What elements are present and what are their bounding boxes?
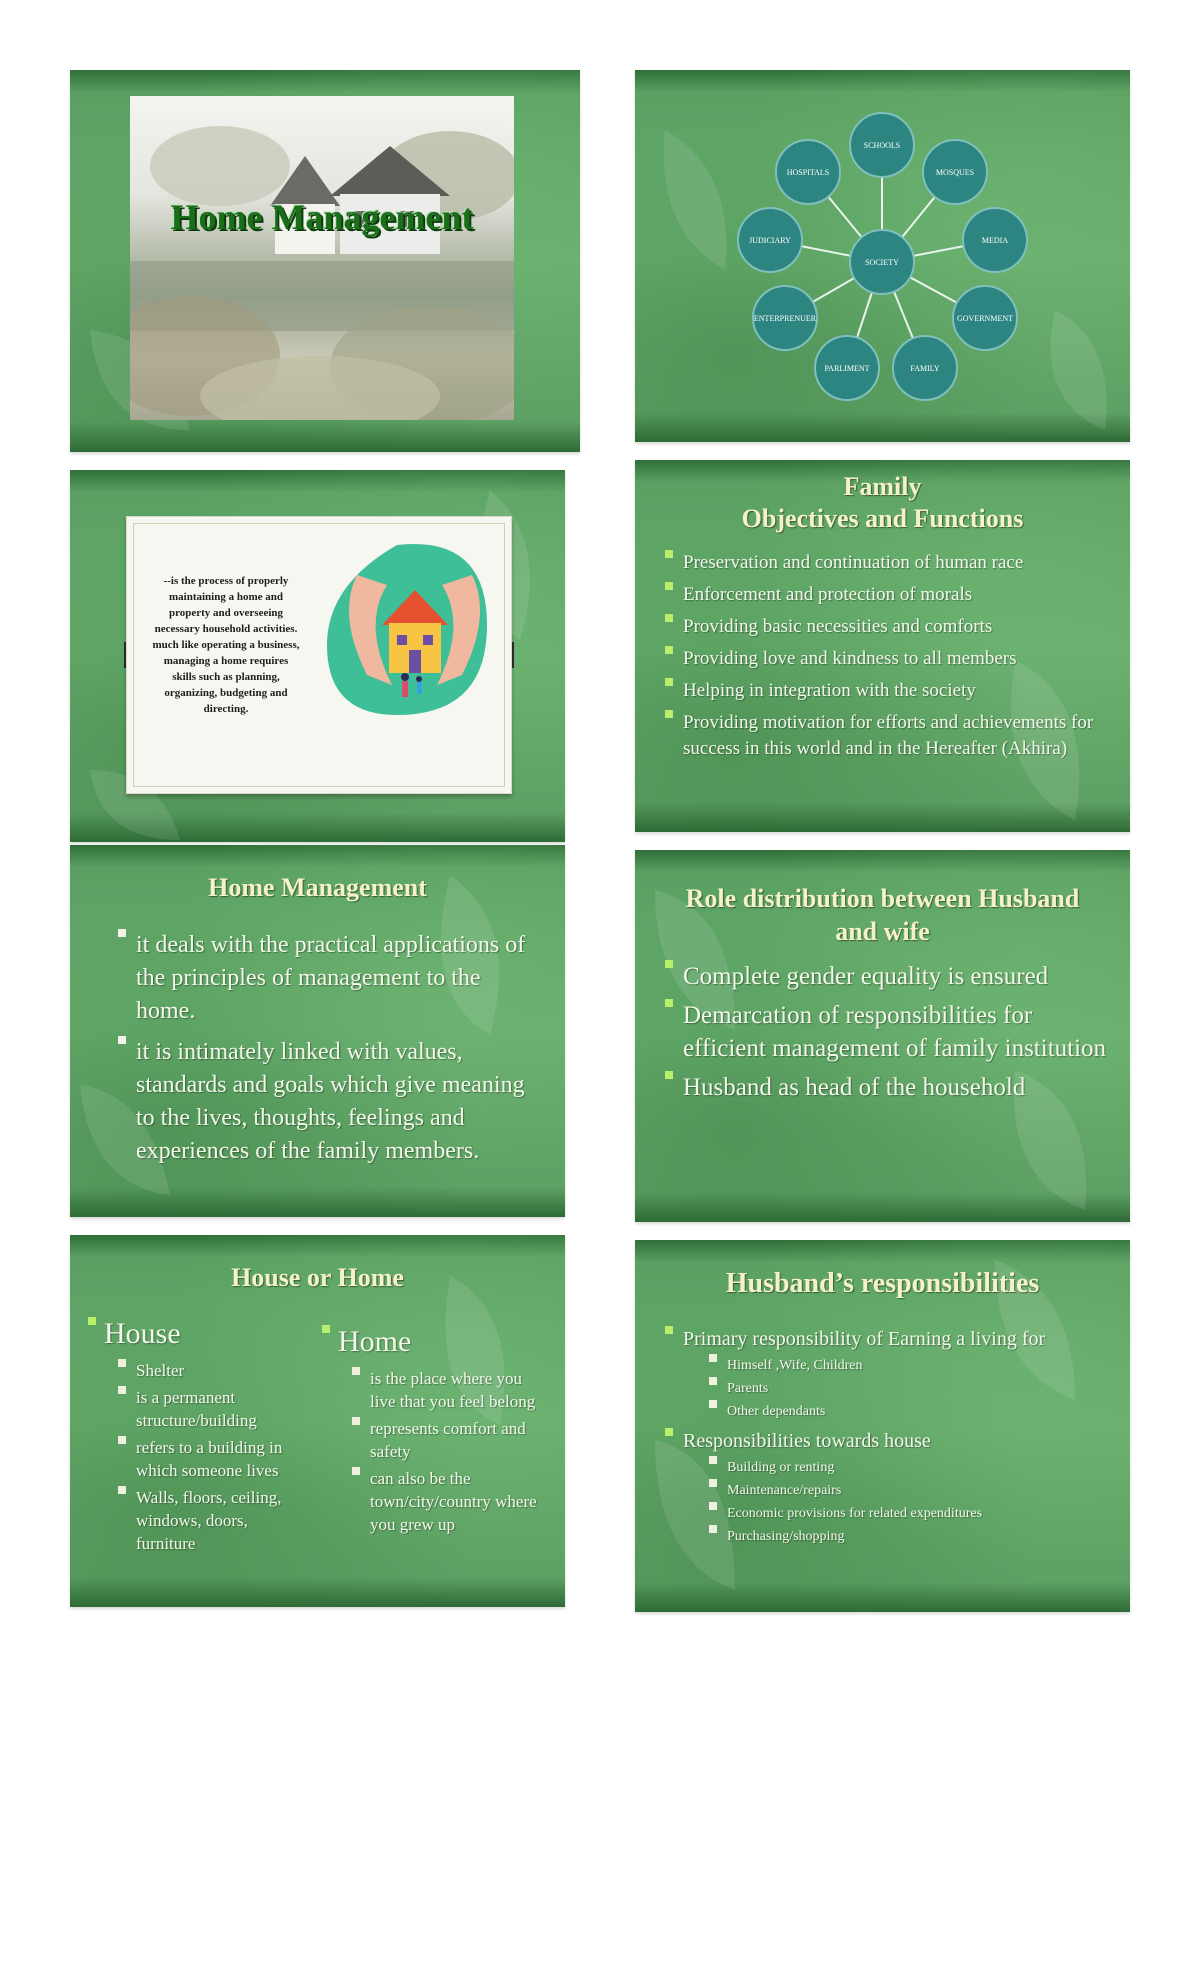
home-list [350,1367,545,1536]
home-heading-text: Home [320,1325,411,1359]
list-item: Parents [707,1377,1107,1400]
family-circle: FAMILY [892,335,958,401]
slide-1 [70,70,580,452]
slide-2 [635,70,1130,442]
slide-6 [635,850,1130,1222]
list-item: is a permanent structure/building [116,1386,296,1432]
list-item: Other dependants [707,1400,1107,1423]
family-functions-list [663,550,1103,762]
list-item: Demarcation of responsibilities for efficient management of family institution [663,999,1108,1065]
slide-8 [635,1240,1130,1612]
house-illustration-icon [130,96,514,420]
slide-4-title-line1: Family [843,472,922,501]
enterprenuer-circle: ENTERPRENUER [752,285,818,351]
home-management-list [116,929,536,1168]
slide-8-title: Husband’s responsibilities [725,1268,1040,1299]
house-in-hands-icon [327,535,497,735]
list-item: represents comfort and safety [350,1417,545,1463]
list-item: Walls, floors, ceiling, windows, doors, furniture [116,1486,296,1555]
parliment-circle: PARLIMENT [814,335,880,401]
slide-7-title: House or Home [231,1263,404,1292]
house-list [116,1359,296,1555]
list-item: is the place where you live that you feel belong [350,1367,545,1413]
house-photo [130,96,514,420]
list-item: Husband as head of the household [663,1071,1108,1104]
definition-text: --is the process of properly maintaining a home and property and overseeing necessary household activities. much like operating a business, managing a home requires skills such as planning, organizing, budgeting and directing. [152,575,300,715]
government-circle: GOVERNMENT [952,285,1018,351]
list-item: Primary responsibility of Earning a living for [663,1326,1113,1352]
list-item: Shelter [116,1359,296,1382]
slide-5-title: Home Management [208,873,427,902]
list-item: Responsibilities towards house [663,1428,1113,1454]
slide-4 [635,460,1130,832]
slide-3 [70,470,565,842]
slide-5 [70,845,565,1217]
list-item: Building or renting [707,1456,1107,1479]
earning-sublist [707,1354,1107,1423]
slide-4-title-line2: Objectives and Functions [741,504,1024,533]
list-item: Maintenance/repairs [707,1479,1107,1502]
house-responsibility-bullet [663,1428,1113,1454]
list-item: Providing motivation for efforts and achievements for success in this world and in the Hereafter (Akhira) [663,710,1103,762]
earning-bullet [663,1326,1113,1352]
slide-7 [70,1235,565,1607]
house-heading [86,1317,181,1351]
house-responsibility-sublist [707,1456,1107,1548]
home-heading [320,1325,411,1359]
list-item: refers to a building in which someone lives [116,1436,296,1482]
mosques-circle: MOSQUES [922,139,988,205]
definition-card [126,516,512,794]
list-item: Enforcement and protection of morals [663,582,1103,608]
list-item: it is intimately linked with values, standards and goals which give meaning to the lives, thoughts, feelings and experiences of the family members. [116,1036,536,1168]
list-item: Helping in integration with the society [663,678,1103,704]
house-heading-text: House [86,1317,181,1351]
media-circle: MEDIA [962,207,1028,273]
list-item: Providing love and kindness to all members [663,646,1103,672]
role-distribution-list [663,960,1108,1104]
list-item: Preservation and continuation of human race [663,550,1103,576]
list-item: can also be the town/city/country where you grew up [350,1467,545,1536]
judiciary-circle: JUDICIARY [737,207,803,273]
hospitals-circle: HOSPITALS [775,139,841,205]
society-circle: SOCIETY [849,229,915,295]
list-item: Himself ,Wife, Children [707,1354,1107,1377]
schools-circle: SCHOOLS [849,112,915,178]
slide-1-title: Home Management [170,197,474,237]
list-item: it deals with the practical applications of the principles of management to the home. [116,929,536,1028]
list-item: Economic provisions for related expenditures [707,1502,1107,1525]
list-item: Providing basic necessities and comforts [663,614,1103,640]
list-item: Complete gender equality is ensured [663,960,1108,993]
list-item: Purchasing/shopping [707,1525,1107,1548]
slide-6-title: Role distribution between Husband and wife [685,884,1080,946]
